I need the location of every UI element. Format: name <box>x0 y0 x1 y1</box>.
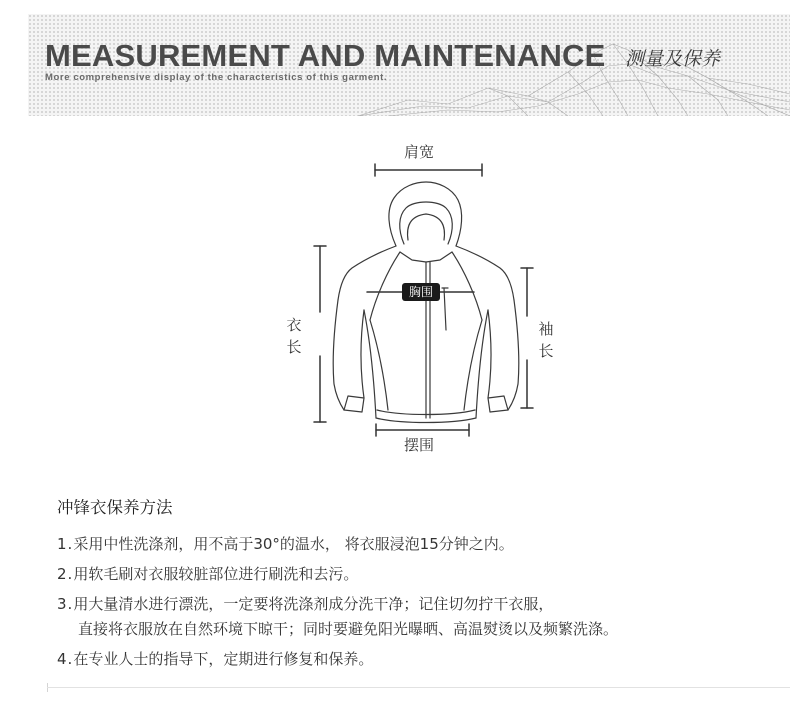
care-item <box>57 566 777 583</box>
care-item-number: 2. <box>57 565 74 583</box>
care-item-text: 采用中性洗涤剂，用不高于30°的温水， 将衣服浸泡15分钟之内。 <box>73 535 514 553</box>
care-item-number: 4. <box>57 650 74 668</box>
hem-label: 摆围 <box>404 436 435 454</box>
sleeve-length-label: 袖长 <box>538 320 554 360</box>
shoulder-width-label: 肩宽 <box>404 143 435 161</box>
header-subtitle: More comprehensive display of the characteristics of this garment. <box>45 72 388 83</box>
bottom-divider <box>47 687 790 688</box>
chest-label: 胸围 <box>402 283 440 301</box>
header-title: MEASUREMENT AND MAINTENANCE <box>45 38 606 73</box>
care-item-text: 用大量清水进行漂洗，一定要将洗涤剂成分洗干净；记住切勿拧干衣服， <box>73 595 554 613</box>
care-item <box>57 596 777 638</box>
care-title: 冲锋衣保养方法 <box>57 498 173 517</box>
care-item-number: 3. <box>57 595 74 613</box>
care-item-continuation: 直接将衣服放在自然环境下晾干；同时要避免阳光曝晒、高温熨烫以及频繁洗涤。 <box>78 620 619 638</box>
header-title-cn: 测量及保养 <box>625 48 721 70</box>
care-item <box>57 536 777 553</box>
care-item-text: 用软毛刷对衣服较脏部位进行刷洗和去污。 <box>73 565 359 583</box>
care-item <box>57 651 777 668</box>
care-item-number: 1. <box>57 535 74 553</box>
care-item-text: 在专业人士的指导下，定期进行修复和保养。 <box>73 650 374 668</box>
body-length-label: 衣长 <box>286 316 302 356</box>
care-list <box>57 536 777 681</box>
